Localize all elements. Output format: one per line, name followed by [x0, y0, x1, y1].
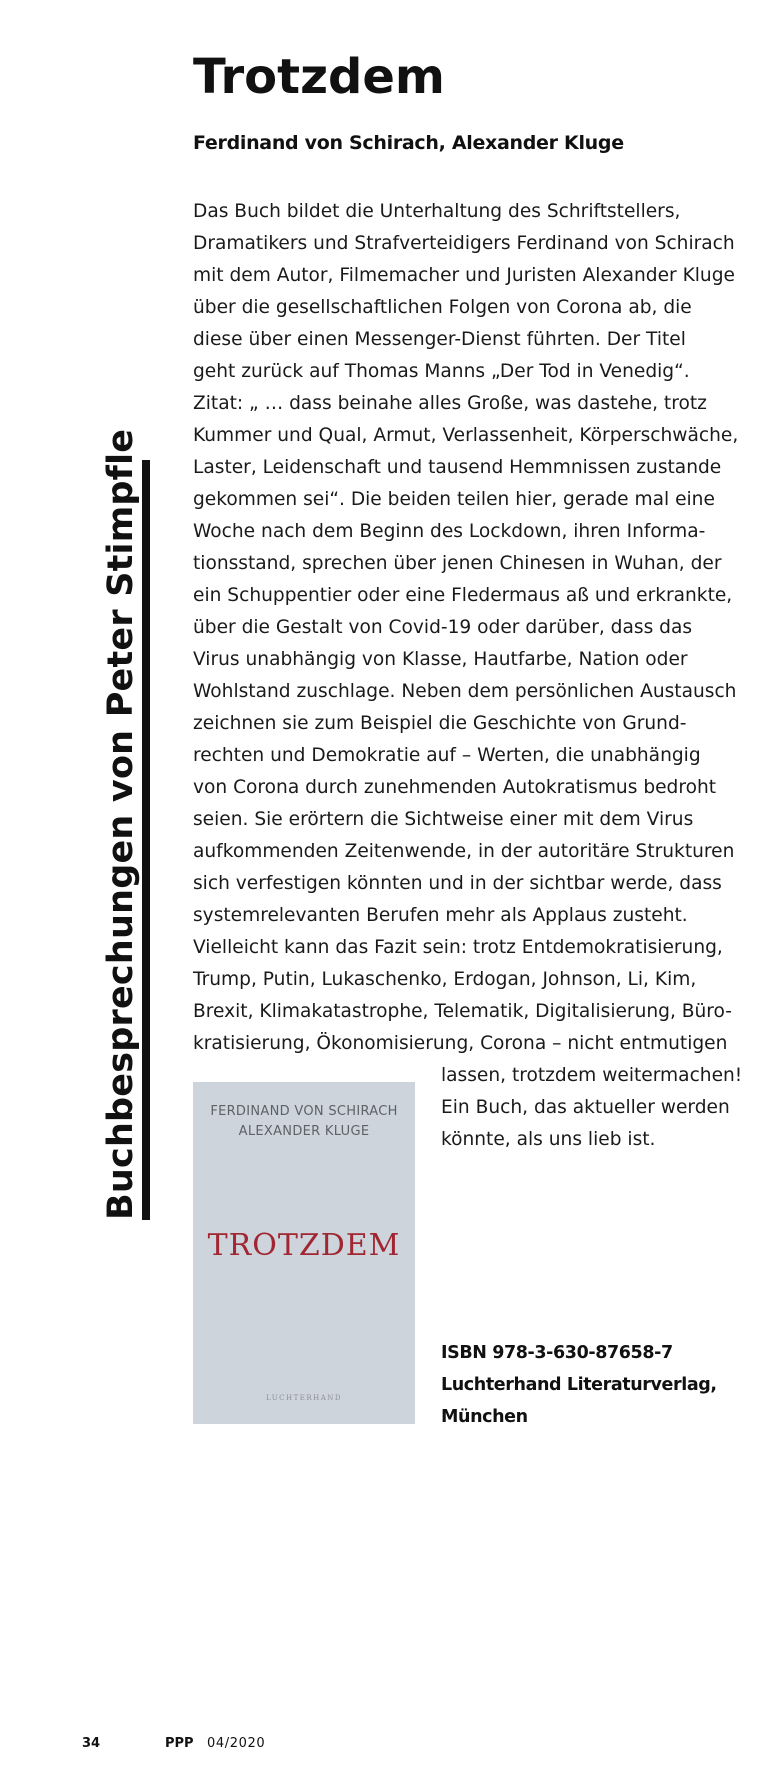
body-line: Kummer und Qual, Armut, Verlassenheit, Körperschwäche, [193, 425, 739, 446]
body-line: gekommen sei“. Die beiden teilen hier, gerade mal eine [193, 489, 715, 510]
body-line: sich verfestigen könnten und in der sichtbar werde, dass [193, 873, 722, 894]
body-line: ein Schuppentier oder eine Fledermaus aß und erkrankte, [193, 585, 733, 606]
magazine-name: PPP [165, 1736, 194, 1751]
body-line: über die gesellschaftlichen Folgen von Corona ab, die [193, 297, 692, 318]
body-line: diese über einen Messenger-Dienst führten. Der Titel [193, 329, 686, 350]
body-line: Das Buch bildet die Unterhaltung des Schriftstellers, [193, 201, 681, 222]
body-line: Woche nach dem Beginn des Lockdown, ihren Informa- [193, 521, 706, 542]
body-line: Vielleicht kann das Fazit sein: trotz Entdemokratisierung, [193, 937, 723, 958]
body-line: aufkommenden Zeitenwende, in der autoritäre Strukturen [193, 841, 735, 862]
article-title: Trotzdem [193, 49, 445, 105]
body-line: Zitat: „ … dass beinahe alles Große, was dastehe, trotz [193, 393, 707, 414]
body-line: Wohlstand zuschlage. Neben dem persönlichen Austausch [193, 681, 737, 702]
body-line: seien. Sie erörtern die Sichtweise einer mit dem Virus [193, 809, 694, 830]
body-line: Virus unabhängig von Klasse, Hautfarbe, Nation oder [193, 649, 688, 670]
section-heading-vertical: Buchbesprechungen von Peter Stimpfle [101, 428, 141, 1220]
body-line: systemrelevanten Berufen mehr als Applaus zusteht. [193, 905, 688, 926]
body-line: Ein Buch, das aktueller werden [441, 1097, 730, 1118]
body-line: Brexit, Klimakatastrophe, Telematik, Digitalisierung, Büro- [193, 1001, 732, 1022]
body-line: über die Gestalt von Covid-19 oder darüber, dass das [193, 617, 693, 638]
cover-author-line: FERDINAND VON SCHIRACH [210, 1104, 398, 1119]
body-line: geht zurück auf Thomas Manns „Der Tod in Venedig“. [193, 361, 690, 382]
publisher-city: München [441, 1407, 528, 1427]
body-line: von Corona durch zunehmenden Autokratismus bedroht [193, 777, 717, 798]
body-line: Trump, Putin, Lukaschenko, Erdogan, Johnson, Li, Kim, [193, 969, 697, 990]
issue-number: 04/2020 [207, 1736, 266, 1751]
section-heading-rule [142, 460, 150, 1220]
cover-publisher: LUCHTERHAND [265, 1394, 343, 1402]
publisher: Luchterhand Literaturverlag, [441, 1375, 717, 1395]
cover-author-line: ALEXANDER KLUGE [238, 1124, 370, 1139]
body-line: rechten und Demokratie auf – Werten, die unabhängig [193, 745, 701, 766]
body-line: zeichnen sie zum Beispiel die Geschichte von Grund- [193, 713, 687, 734]
body-line: tionsstand, sprechen über jenen Chinesen in Wuhan, der [193, 553, 722, 574]
book-cover-image [193, 1082, 415, 1424]
body-line: lassen, trotzdem weitermachen! [441, 1065, 743, 1086]
body-line: könnte, als uns lieb ist. [441, 1129, 656, 1150]
body-line: Dramatikers und Strafverteidigers Ferdinand von Schirach [193, 233, 735, 254]
publication-info [441, 1337, 717, 1433]
body-line: Laster, Leidenschaft und tausend Hemmnissen zustande [193, 457, 722, 478]
isbn: ISBN 978-3-630-87658-7 [441, 1343, 673, 1363]
article-body [193, 196, 742, 1156]
article-authors: Ferdinand von Schirach, Alexander Kluge [193, 132, 624, 154]
body-line: kratisierung, Ökonomisierung, Corona – nicht entmutigen [193, 1033, 728, 1054]
cover-title: TROTZDEM [207, 1228, 401, 1263]
page-number: 34 [82, 1736, 101, 1751]
body-line: mit dem Autor, Filmemacher und Juristen Alexander Kluge [193, 265, 735, 286]
